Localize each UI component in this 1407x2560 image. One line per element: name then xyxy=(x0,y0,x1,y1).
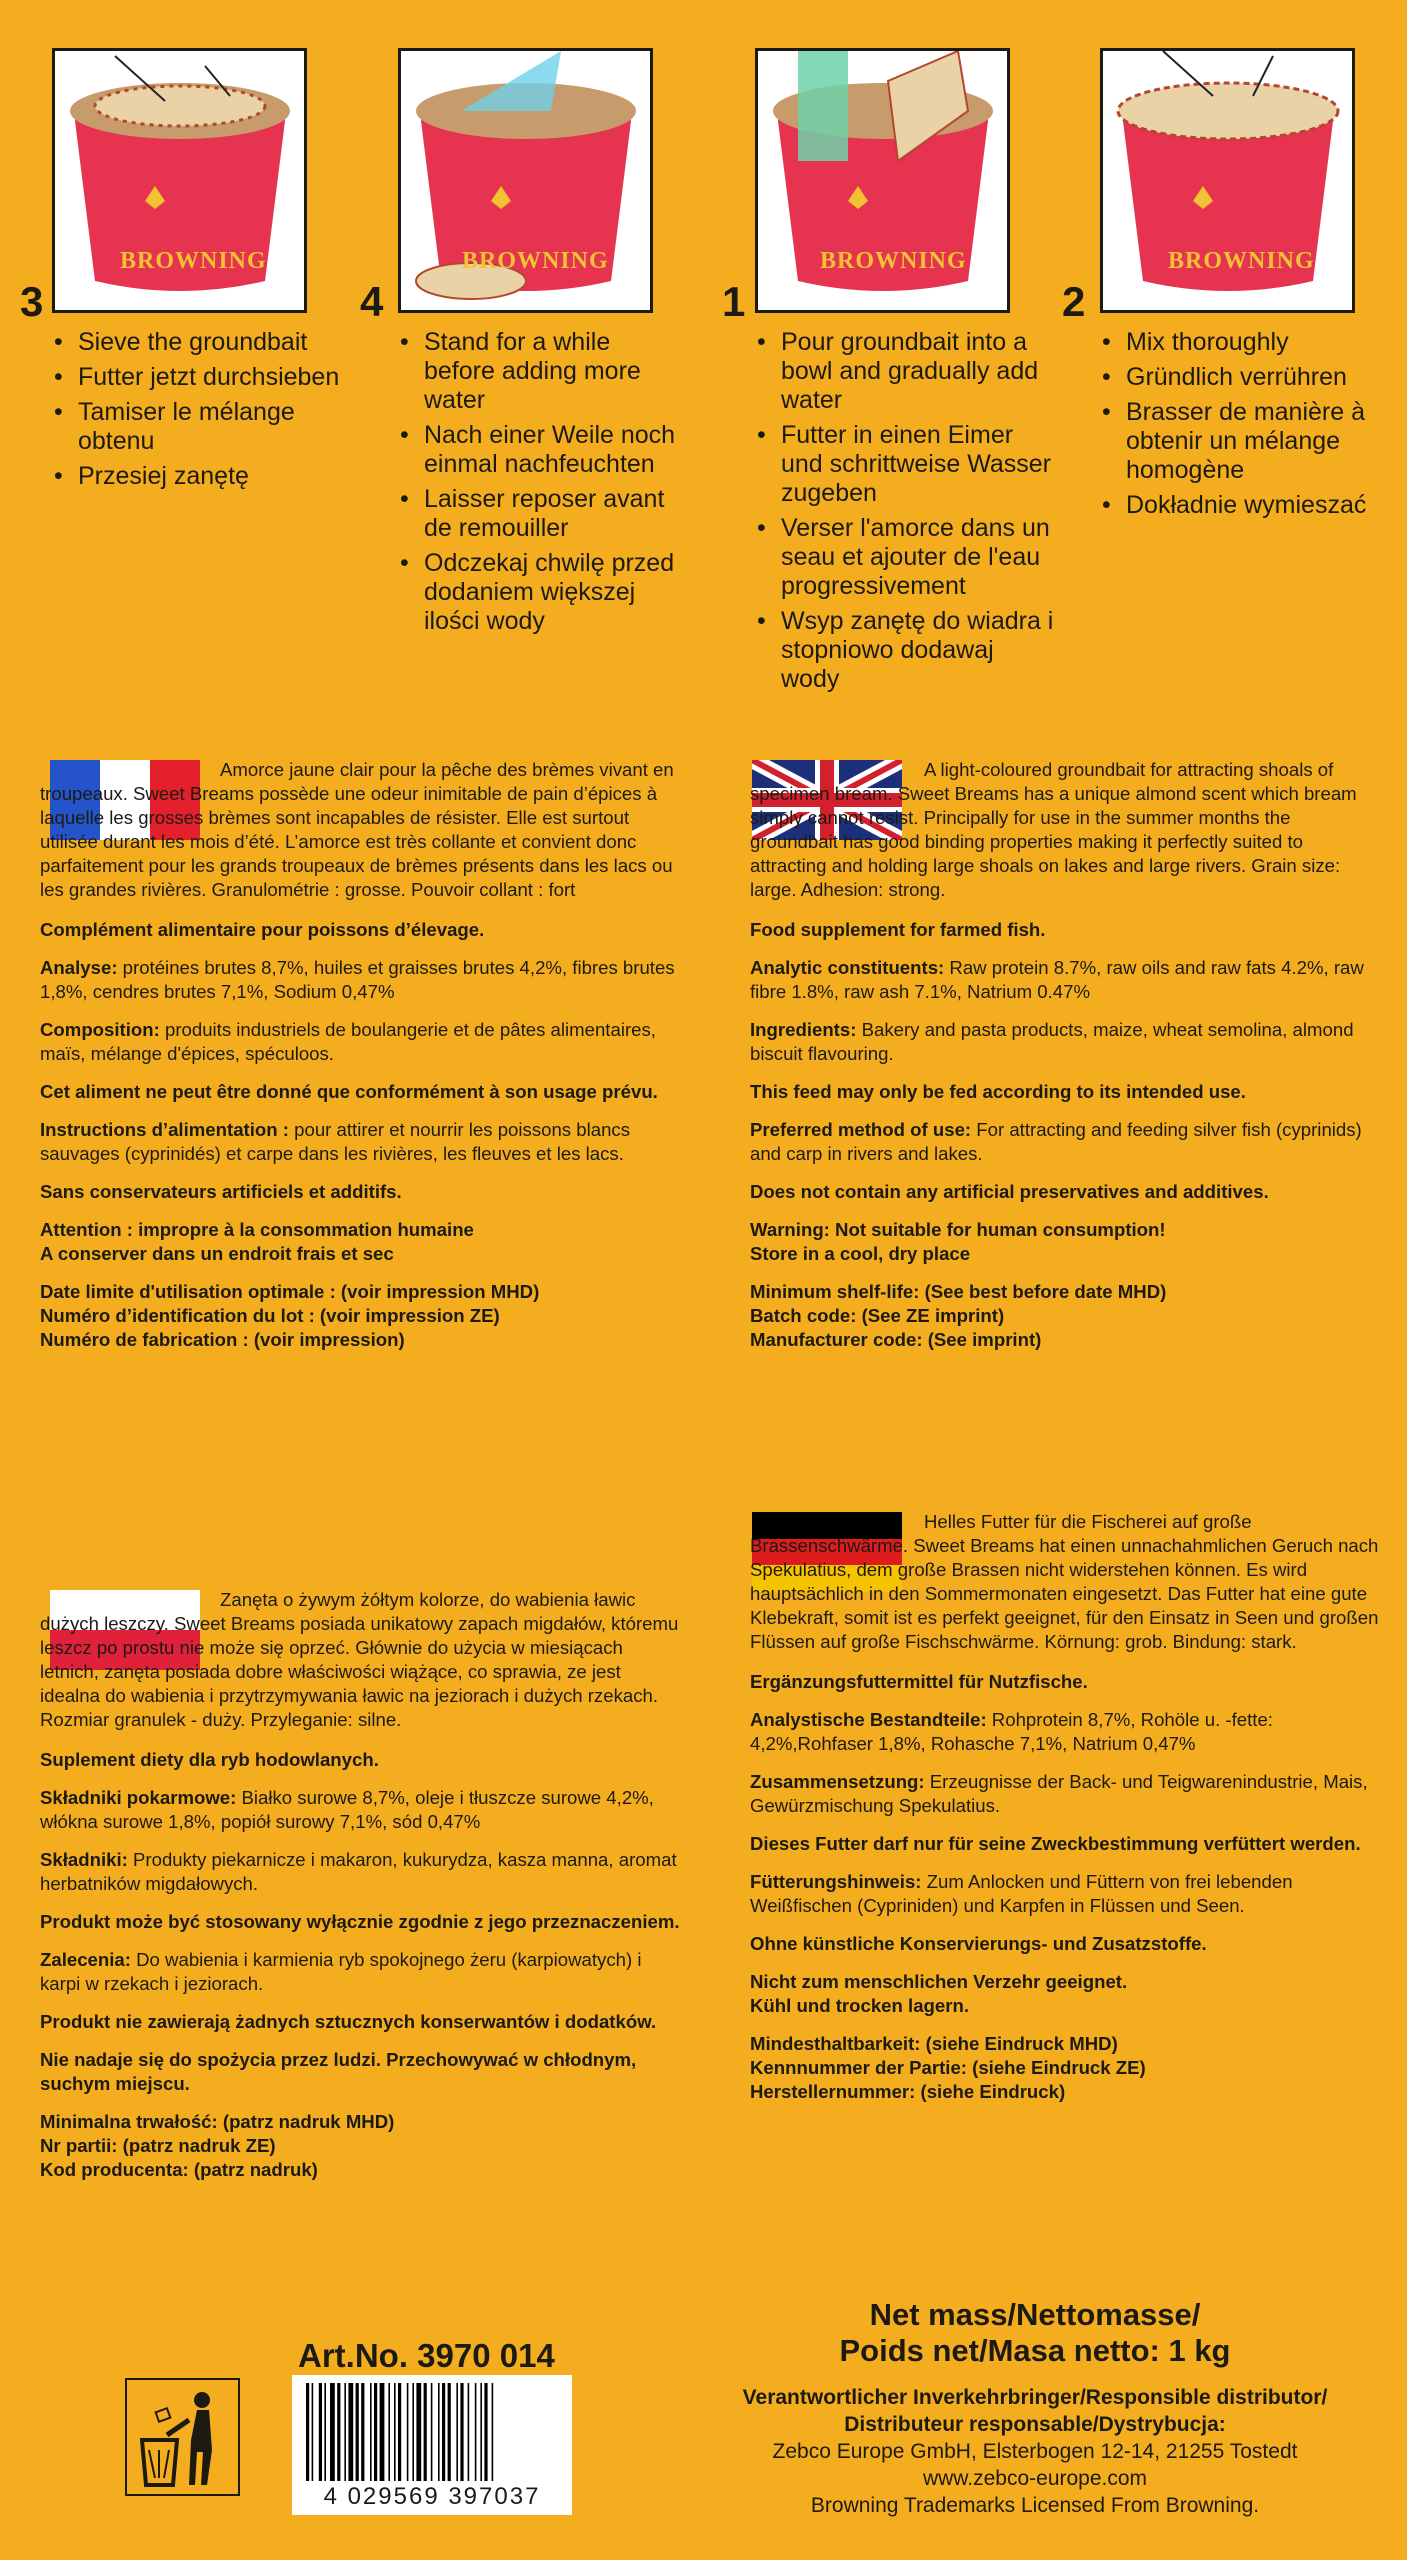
list-item: • Mix thoroughly xyxy=(1100,328,1390,357)
step-3-list xyxy=(52,328,352,497)
list-item: • Nach einer Weile noch einmal nachfeuchten xyxy=(398,421,688,479)
intro-text: A light-coloured groundbait for attracting shoals of specimen bream. Sweet Breams has a unique almond scent which bream simply cannot resist. Principally for use in the summer months the groundbait has good binding properties making it perfectly suited to attracting and holding large shoals on lakes and large rivers. Grain size: large. Adhesion: strong. xyxy=(750,759,1357,900)
barcode-number: 4 029569 397037 xyxy=(323,2483,541,2510)
step-2-list xyxy=(1100,328,1390,526)
method-text: Zalecenia: Do wabienia i karmienia ryb spokojnego żeru (karpiowatych) i karpi w rzekach i jeziorach. xyxy=(40,1949,642,1994)
list-item: • Laisser reposer avant de remouiller xyxy=(398,485,688,543)
address: Zebco Europe GmbH, Elsterbogen 12-14, 21255 Tostedt xyxy=(772,2440,1298,2463)
brand-logo: BROWNING xyxy=(1168,248,1315,274)
step-number: 2 xyxy=(1062,278,1086,325)
list-item: • Dokładnie wymieszać xyxy=(1100,491,1390,520)
preservatives-text: Ohne künstliche Konservierungs- und Zusatzstoffe. xyxy=(750,1933,1207,1954)
analysis-text: Analytic constituents: Raw protein 8.7%, raw oils and raw fats 4.2%, raw fibre 1.8%, raw ash 7.1%, Natrium 0.47% xyxy=(750,957,1364,1002)
step-number: 3 xyxy=(20,278,44,325)
barcode-icon xyxy=(292,2375,572,2483)
codes-text: Minimalna trwałość: (patrz nadruk MHD) Nr partii: (patrz nadruk ZE) Kod producenta: (patrz nadruk) xyxy=(40,2111,395,2180)
codes-text: Mindesthaltbarkeit: (siehe Eindruck MHD) Kennnummer der Partie: (siehe Eindruck ZE) Herstellernummer: (siehe Eindruck) xyxy=(750,2033,1146,2102)
list-item: • Brasser de manière à obtenir un mélange homogène xyxy=(1100,398,1390,485)
intro-text: Helles Futter für die Fischerei auf große Brassenschwärme. Sweet Breams hat einen unnachahmlichen Geruch nach Spekulatius, dem große Brassen nicht widerstehen können. Es wird hauptsächlich in den Sommermonaten eingesetzt. Das Futter hat eine gute Klebekraft, somit ist es perfekt geeignet, für den Einsatz in Seen und großen Flüssen auf große Fischschwärme. Körnung: grob. Bindung: stark. xyxy=(750,1511,1379,1652)
method-text: Fütterungshinweis: Zum Anlocken und Füttern von frei lebenden Weißfischen (Cypriniden) und Karpfen in Flüssen und Seen. xyxy=(750,1871,1293,1916)
brand-logo: BROWNING xyxy=(462,248,609,274)
brand-logo: BROWNING xyxy=(120,248,267,274)
art-number: Art.No. 3970 014 xyxy=(298,2337,555,2374)
preservatives-text: Does not contain any artificial preservatives and additives. xyxy=(750,1181,1269,1202)
composition-text: Composition: produits industriels de boulangerie et de pâtes alimentaires, maïs, mélange d'épices, spéculoos. xyxy=(40,1019,656,1064)
step-1-list xyxy=(755,328,1055,700)
supplement-text: Complément alimentaire pour poissons d’élevage. xyxy=(40,919,485,940)
analysis-text: Analyse: protéines brutes 8,7%, huiles et graisses brutes 4,2%, fibres brutes 1,8%, cendres brutes 7,1%, Sodium 0,47% xyxy=(40,957,675,1002)
step-4-list xyxy=(398,328,688,642)
english-section xyxy=(750,758,1380,1366)
list-item: • Pour groundbait into a bowl and gradually add water xyxy=(755,328,1055,415)
intro-text: Zanęta o żywym żółtym kolorze, do wabienia ławic dużych leszczy. Sweet Breams posiada unikatowy zapach migdałów, któremu leszcz po prostu nie może się oprzeć. Głównie do użycia w miesiącach letnich, zanęta posiada dobre właściwości wiążące, co sprawia, ze jest idealna do wabienia i przytrzymywania ławic na jeziorach i dużych rzekach. Rozmiar granulek - duży. Przyleganie: silne. xyxy=(40,1589,679,1730)
trademark: Browning Trademarks Licensed From Browning. xyxy=(810,2494,1260,2517)
net-mass-line: Poids net/Masa netto: 1 kg xyxy=(839,2333,1231,2368)
warning-text: Nicht zum menschlichen Verzehr geeignet. Kühl und trocken lagern. xyxy=(750,1971,1128,2016)
distributor-info xyxy=(690,2384,1380,2519)
french-section xyxy=(40,758,690,1366)
list-item: • Stand for a while before adding more water xyxy=(398,328,688,415)
supplement-text: Suplement diety dla ryb hodowlanych. xyxy=(40,1749,379,1770)
list-item: • Sieve the groundbait xyxy=(52,328,352,357)
list-item: • Wsyp zanętę do wiadra i stopniowo dodawaj wody xyxy=(755,607,1055,694)
trash-bin-icon xyxy=(125,2378,240,2496)
brand-logo: BROWNING xyxy=(820,248,967,274)
website: www.zebco-europe.com xyxy=(922,2467,1148,2490)
list-item: • Odczekaj chwilę przed dodaniem większej ilości wody xyxy=(398,549,688,636)
list-item: • Tamiser le mélange obtenu xyxy=(52,398,352,456)
barcode xyxy=(292,2375,572,2515)
instructions-text: Instructions d’alimentation : pour attirer et nourrir les poissons blancs sauvages (cyprinidés) et carpe dans les rivières, les fleuves et les lacs. xyxy=(40,1119,631,1164)
supplement-text: Food supplement for farmed fish. xyxy=(750,919,1046,940)
usage-text: Dieses Futter darf nur für seine Zweckbestimmung verfüttert werden. xyxy=(750,1833,1361,1854)
method-text: Preferred method of use: For attracting and feeding silver fish (cyprinids) and carp in rivers and lakes. xyxy=(750,1119,1362,1164)
responsible-line: Verantwortlicher Inverkehrbringer/Responsible distributor/ xyxy=(742,2386,1328,2409)
polish-section xyxy=(40,1588,680,2196)
ingredients-text: Składniki: Produkty piekarnicze i makaron, kukurydza, kasza manna, aromat herbatników migdałowych. xyxy=(40,1849,677,1894)
step-number: 4 xyxy=(360,278,384,325)
list-item: • Przesiej zanętę xyxy=(52,462,352,491)
supplement-text: Ergänzungsfuttermittel für Nutzfische. xyxy=(750,1671,1088,1692)
step-number: 1 xyxy=(722,278,746,325)
analysis-text: Analystische Bestandteile: Rohprotein 8,7%, Rohöle u. -fette: 4,2%,Rohfaser 1,8%, Rohasche 7,1%, Natrium 0,47% xyxy=(750,1709,1273,1754)
warning-text: Attention : impropre à la consommation humaine A conserver dans un endroit frais et sec xyxy=(40,1219,474,1264)
intro-text: Amorce jaune clair pour la pêche des brèmes vivant en troupeaux. Sweet Breams possède une odeur inimitable de pain d’épices à laquelle les grosses brèmes sont incapables de résister. Elle est surtout utilisée durant les mois d’été. L’amorce est très collante et convient donc parfaitement pour les grands troupeaux de brèmes présents dans les lacs ou les grandes rivières. Granulométrie : grosse. Pouvoir collant : fort xyxy=(40,759,674,900)
net-mass-line: Net mass/Nettomasse/ xyxy=(869,2297,1201,2332)
preservatives-text: Sans conservateurs artificiels et additifs. xyxy=(40,1181,402,1202)
list-item: • Gründlich verrühren xyxy=(1100,363,1390,392)
warning-text: Nie nadaje się do spożycia przez ludzi. Przechowywać w chłodnym, suchym miejscu. xyxy=(40,2049,637,2094)
responsible-line: Distributeur responsable/Dystrybucja: xyxy=(844,2413,1226,2436)
usage-text: This feed may only be fed according to its intended use. xyxy=(750,1081,1246,1102)
usage-text: Cet aliment ne peut être donné que conformément à son usage prévu. xyxy=(40,1081,658,1102)
preservatives-text: Produkt nie zawierają żadnych sztucznych konserwantów i dodatków. xyxy=(40,2011,657,2032)
analysis-text: Składniki pokarmowe: Białko surowe 8,7%, oleje i tłuszcze surowe 4,2%, włókna surowe 1,8%, popiół surowy 7,1%, sód 0,47% xyxy=(40,1787,654,1832)
warning-text: Warning: Not suitable for human consumption! Store in a cool, dry place xyxy=(750,1219,1166,1264)
codes-text: Minimum shelf-life: (See best before date MHD) Batch code: (See ZE imprint) Manufacturer code: (See imprint) xyxy=(750,1281,1167,1350)
list-item: • Futter in einen Eimer und schrittweise Wasser zugeben xyxy=(755,421,1055,508)
composition-text: Zusammensetzung: Erzeugnisse der Back- und Teigwarenindustrie, Mais, Gewürzmischung Spekulatius. xyxy=(750,1771,1368,1816)
net-mass xyxy=(690,2297,1380,2369)
ingredients-text: Ingredients: Bakery and pasta products, maize, wheat semolina, almond biscuit flavouring. xyxy=(750,1019,1354,1064)
usage-text: Produkt może być stosowany wyłącznie zgodnie z jego przeznaczeniem. xyxy=(40,1911,680,1932)
list-item: • Futter jetzt durchsieben xyxy=(52,363,352,392)
german-section xyxy=(750,1510,1380,2118)
list-item: • Verser l'amorce dans un seau et ajouter de l'eau progressivement xyxy=(755,514,1055,601)
codes-text: Date limite d'utilisation optimale : (voir impression MHD) Numéro d’identification du lot : (voir impression ZE) Numéro de fabrication : (voir impression) xyxy=(40,1281,540,1350)
